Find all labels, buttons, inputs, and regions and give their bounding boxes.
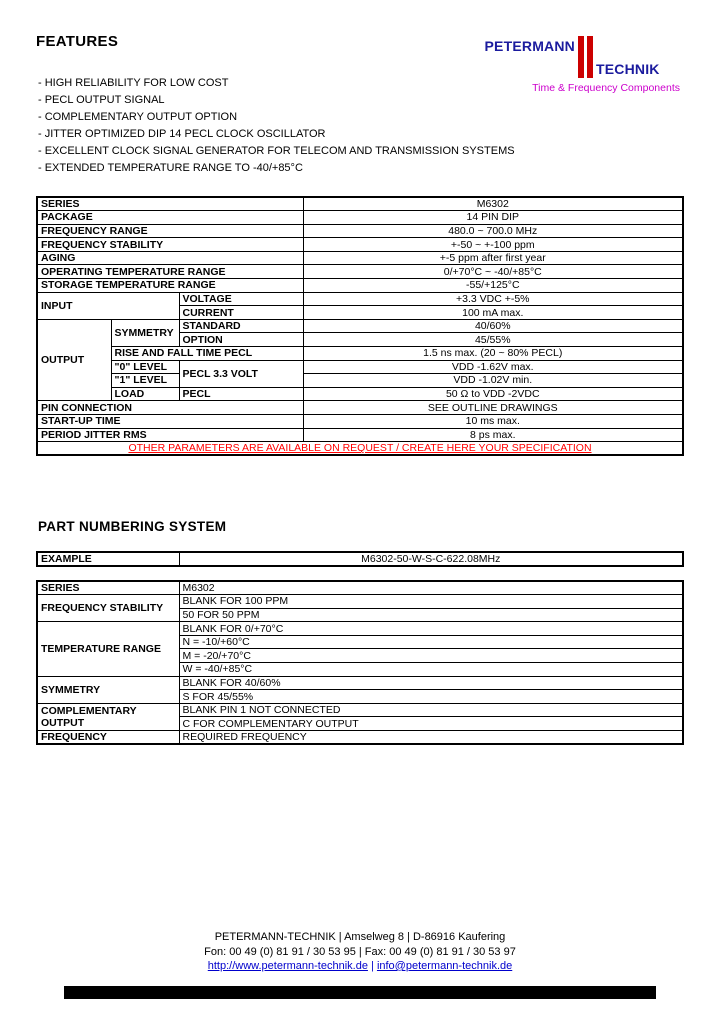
spec-value-storage-temp: -55/+125°C <box>303 279 683 293</box>
spec-label-operating-temp: OPERATING TEMPERATURE RANGE <box>37 265 303 279</box>
pn-value-stability-1: BLANK FOR 100 PPM <box>179 595 683 609</box>
table-row <box>37 428 683 442</box>
table-row <box>37 676 683 690</box>
spec-value-series: M6302 <box>303 197 683 211</box>
pn-label-temp-range: TEMPERATURE RANGE <box>37 622 179 676</box>
table-row <box>37 279 683 293</box>
spec-label-output: OUTPUT <box>37 319 111 401</box>
spec-label-frequency-stability: FREQUENCY STABILITY <box>37 238 303 252</box>
features-heading: FEATURES <box>36 33 119 50</box>
table-row <box>37 292 683 306</box>
spec-label-pin-connection: PIN CONNECTION <box>37 401 303 415</box>
spec-value-startup-time: 10 ms max. <box>303 415 683 429</box>
spec-note: OTHER PARAMETERS ARE AVAILABLE ON REQUEST / CREATE HERE YOUR SPECIFICATION <box>37 442 683 456</box>
table-row <box>37 401 683 415</box>
spec-label-load-pecl: PECL <box>179 387 303 401</box>
spec-value-period-jitter: 8 ps max. <box>303 428 683 442</box>
footer-link-separator: | <box>371 960 374 972</box>
spec-label-one-level: "1" LEVEL <box>111 374 179 388</box>
table-row <box>37 197 683 211</box>
spec-value-zero-level: VDD -1.62V max. <box>303 360 683 374</box>
pn-value-temp-3: M = -20/+70°C <box>179 649 683 663</box>
spec-value-symmetry-standard: 40/60% <box>303 319 683 333</box>
spec-label-pecl-33: PECL 3.3 VOLT <box>179 360 303 387</box>
table-row <box>37 211 683 225</box>
spec-value-rise-fall: 1.5 ns max. (20 ~ 80% PECL) <box>303 347 683 361</box>
spec-value-package: 14 PIN DIP <box>303 211 683 225</box>
spec-value-pin-connection: SEE OUTLINE DRAWINGS <box>303 401 683 415</box>
table-row <box>37 552 683 566</box>
table-row <box>37 595 683 609</box>
spec-label-aging: AGING <box>37 251 303 265</box>
feature-item: - COMPLEMENTARY OUTPUT OPTION <box>38 111 238 123</box>
table-row <box>37 238 683 252</box>
part-numbering-table <box>36 580 684 745</box>
pn-value-stability-2: 50 FOR 50 PPM <box>179 608 683 622</box>
pn-value-symmetry-1: BLANK FOR 40/60% <box>179 676 683 690</box>
pn-label-frequency: FREQUENCY <box>37 731 179 745</box>
spec-value-aging: +-5 ppm after first year <box>303 251 683 265</box>
spec-label-package: PACKAGE <box>37 211 303 225</box>
feature-item: - PECL OUTPUT SIGNAL <box>38 94 165 106</box>
table-row <box>37 374 683 388</box>
feature-item: - HIGH RELIABILITY FOR LOW COST <box>38 77 229 89</box>
logo-bars-icon <box>578 36 593 78</box>
spec-label-period-jitter: PERIOD JITTER RMS <box>37 428 303 442</box>
table-row <box>37 319 683 333</box>
spec-label-rise-fall: RISE AND FALL TIME PECL <box>111 347 303 361</box>
spec-label-load: LOAD <box>111 387 179 401</box>
part-numbering-example-table <box>36 551 684 567</box>
spec-value-operating-temp: 0/+70°C ~ -40/+85°C <box>303 265 683 279</box>
spec-value-current: 100 mA max. <box>303 306 683 320</box>
spec-label-input: INPUT <box>37 292 179 319</box>
features-list <box>38 75 678 177</box>
logo-petermann-text: PETERMANN <box>484 38 575 54</box>
spec-label-symmetry: SYMMETRY <box>111 319 179 346</box>
pn-value-complementary-1: BLANK PIN 1 NOT CONNECTED <box>179 703 683 717</box>
table-row <box>37 415 683 429</box>
pn-value-temp-1: BLANK FOR 0/+70°C <box>179 622 683 636</box>
pn-label-symmetry: SYMMETRY <box>37 676 179 703</box>
spec-label-current: CURRENT <box>179 306 303 320</box>
table-row <box>37 347 683 361</box>
spec-value-load: 50 Ω to VDD -2VDC <box>303 387 683 401</box>
spec-label-storage-temp: STORAGE TEMPERATURE RANGE <box>37 279 303 293</box>
spec-label-frequency-range: FREQUENCY RANGE <box>37 224 303 238</box>
footer-address: PETERMANN-TECHNIK | Amselweg 8 | D-86916 Kaufering <box>214 931 506 943</box>
table-row <box>37 442 683 456</box>
table-row <box>37 224 683 238</box>
footer-email-link[interactable]: info@petermann-technik.de <box>376 960 513 972</box>
table-row <box>37 731 683 745</box>
spec-value-symmetry-option: 45/55% <box>303 333 683 347</box>
feature-item: - EXCELLENT CLOCK SIGNAL GENERATOR FOR TELECOM AND TRANSMISSION SYSTEMS <box>38 145 515 157</box>
spec-label-voltage: VOLTAGE <box>179 292 303 306</box>
pn-example-value: M6302-50-W-S-C-622.08MHz <box>179 552 683 566</box>
spec-label-series: SERIES <box>37 197 303 211</box>
table-row <box>37 581 683 595</box>
spec-label-symmetry-option: OPTION <box>179 333 303 347</box>
pn-value-temp-2: N = -10/+60°C <box>179 635 683 649</box>
spec-label-zero-level: "0" LEVEL <box>111 360 179 374</box>
pn-example-label: EXAMPLE <box>37 552 179 566</box>
table-row <box>37 265 683 279</box>
part-numbering-heading: PART NUMBERING SYSTEM <box>38 519 227 534</box>
pn-value-series: M6302 <box>179 581 683 595</box>
pn-label-complementary: COMPLEMENTARY OUTPUT <box>37 703 179 730</box>
table-row <box>37 622 683 636</box>
logo-technik-text: TECHNIK <box>596 61 660 77</box>
table-row <box>37 703 683 717</box>
pn-label-series: SERIES <box>37 581 179 595</box>
footer <box>0 930 720 974</box>
spec-value-frequency-range: 480.0 ~ 700.0 MHz <box>303 224 683 238</box>
footer-website-link[interactable]: http://www.petermann-technik.de <box>207 960 368 972</box>
logo-tagline: Time & Frequency Components <box>532 82 680 94</box>
spec-value-frequency-stability: +-50 ~ +-100 ppm <box>303 238 683 252</box>
pn-value-temp-4: W = -40/+85°C <box>179 663 683 677</box>
table-row <box>37 251 683 265</box>
table-row <box>37 387 683 401</box>
spec-label-symmetry-standard: STANDARD <box>179 319 303 333</box>
spec-value-voltage: +3.3 VDC +-5% <box>303 292 683 306</box>
footer-links <box>0 959 720 974</box>
feature-item: - JITTER OPTIMIZED DIP 14 PECL CLOCK OSCILLATOR <box>38 128 326 140</box>
spec-label-startup-time: START-UP TIME <box>37 415 303 429</box>
pn-value-complementary-2: C FOR COMPLEMENTARY OUTPUT <box>179 717 683 731</box>
table-row <box>37 360 683 374</box>
feature-item: - EXTENDED TEMPERATURE RANGE TO -40/+85°C <box>38 162 303 174</box>
footer-bar <box>64 986 656 999</box>
pn-value-frequency: REQUIRED FREQUENCY <box>179 731 683 745</box>
pn-value-symmetry-2: S FOR 45/55% <box>179 690 683 704</box>
spec-value-one-level: VDD -1.02V min. <box>303 374 683 388</box>
footer-phone: Fon: 00 49 (0) 81 91 / 30 53 95 | Fax: 00 49 (0) 81 91 / 30 53 97 <box>204 945 516 958</box>
spec-table <box>36 196 684 456</box>
pn-label-stability: FREQUENCY STABILITY <box>37 595 179 622</box>
